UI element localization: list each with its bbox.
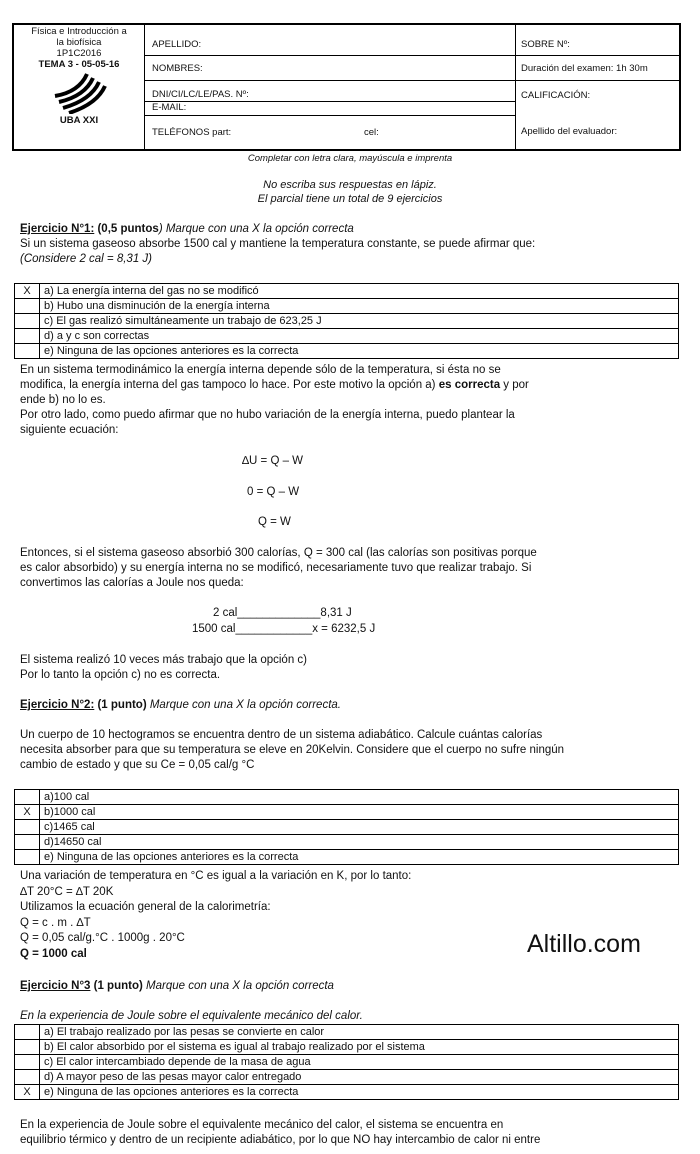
course-code: 1P1C2016 — [56, 48, 102, 59]
ex2-option-a[interactable]: a)100 cal — [15, 790, 679, 805]
ex2-solution: Una variación de temperatura en °C es igual a la variación en K, por lo tanto: ∆T 20°C = ∆T 20K Utilizamos la ecuación general de la calorimetría: Q = c . m . ∆T Q = 0,05 cal/g.°C . 1000g . 20°C Q = 1000 cal — [20, 870, 412, 960]
ex1-question: Si un sistema gaseoso absorbe 1500 cal y mantiene la temperatura constante, se puede afirmar que: — [20, 238, 536, 250]
student-fields — [144, 25, 516, 149]
instruction-fill: Completar con letra clara, mayúscula e imprenta — [247, 153, 453, 164]
ex1-option-e[interactable]: e) Ninguna de las opciones anteriores es la correcta — [15, 344, 679, 359]
ex3-option-c[interactable]: c) El calor intercambiado depende de la masa de agua — [15, 1055, 679, 1070]
instruction-pen: No escriba sus respuestas en lápiz. — [263, 179, 437, 191]
cel-label: cel: — [364, 127, 379, 138]
ex1-solution-2: Entonces, si el sistema gaseoso absorbió 300 calorías, Q = 300 cal (las calorías son positivas porque es calor absorbido) y su energía interna no se modificó, necesariamente tuvo que realizar trabajo. Si convertimos las calorías a Joule nos queda: — [20, 547, 537, 589]
ex2-question: Un cuerpo de 10 hectogramos se encuentra dentro de un sistema adiabático. Calcule cuántas calorías necesita absorber para que su temperatura se eleve en 20Kelvin. Considere que el cuerpo no sufre ningún cambio de estado y que su Ce = 0,05 cal/g °C — [20, 729, 565, 771]
apellido-label: APELLIDO: — [152, 39, 202, 50]
instruction-total: El parcial tiene un total de 9 ejercicios — [257, 193, 443, 205]
ex1-heading: Ejercicio N°1: (0,5 puntos) Marque con una X la opción correcta — [20, 223, 354, 235]
course-info — [14, 25, 145, 149]
ex1-eq-2: 0 = Q – W — [247, 486, 300, 498]
dni-label: DNI/CI/LC/LE/PAS. Nº: — [152, 89, 249, 100]
ex3-question: En la experiencia de Joule sobre el equivalente mecánico del calor. — [20, 1010, 363, 1022]
telefonos-label: TELÉFONOS part: — [152, 127, 232, 138]
ex1-eq-3: Q = W — [258, 516, 291, 528]
tema-date: TEMA 3 - 05-05-16 — [38, 59, 120, 70]
ex2-option-c[interactable]: c)1465 cal — [15, 820, 679, 835]
ex1-option-c[interactable]: c) El gas realizó simultáneamente un trabajo de 623,25 J — [15, 314, 679, 329]
ex2-option-d[interactable]: d)14650 cal — [15, 835, 679, 850]
ex2-option-b[interactable]: X b)1000 cal — [15, 805, 679, 820]
ex1-option-d[interactable]: d) a y c son correctas — [15, 329, 679, 344]
email-label: E-MAIL: — [152, 102, 187, 113]
ex3-options — [14, 1024, 679, 1100]
ex2-option-e[interactable]: e) Ninguna de las opciones anteriores es la correcta — [15, 850, 679, 865]
evaluador-label: Apellido del evaluador: — [521, 126, 618, 137]
ex1-options — [14, 283, 679, 359]
ex3-option-d[interactable]: d) A mayor peso de las pesas mayor calor entregado — [15, 1070, 679, 1085]
ex3-solution: En la experiencia de Joule sobre el equivalente mecánico del calor, el sistema se encuentra en equilibrio térmico y dentro de un recipiente adiabático, por lo que NO hay intercambio de calor ni entre — [20, 1119, 541, 1146]
ex1-note: (Considere 2 cal = 8,31 J) — [20, 253, 152, 265]
ex1-solution-3: El sistema realizó 10 veces más trabajo que la opción c) Por lo tanto la opción c) no es correcta. — [20, 654, 308, 681]
ex3-option-b[interactable]: b) El calor absorbido por el sistema es igual al trabajo realizado por el sistema — [15, 1040, 679, 1055]
ex3-option-e[interactable]: X e) Ninguna de las opciones anteriores es la correcta — [15, 1085, 679, 1100]
ex3-heading: Ejercicio N°3 (1 punto) Marque con una X la opción correcta — [20, 980, 334, 992]
ex1-option-a[interactable]: X a) La energía interna del gas no se modificó — [15, 284, 679, 299]
duracion-label: Duración del examen: 1h 30m — [521, 63, 648, 74]
ex1-eq-1: ∆U = Q – W — [242, 455, 304, 467]
ex3-option-a[interactable]: a) El trabajo realizado por las pesas se convierte en calor — [15, 1025, 679, 1040]
course-line1: Física e Introducción a — [31, 26, 127, 37]
ex2-heading: Ejercicio N°2: (1 punto) Marque con una X la opción correcta. — [20, 699, 341, 711]
watermark-text: Altillo.com — [527, 930, 641, 958]
ex1-option-b[interactable]: b) Hubo una disminución de la energía interna — [15, 299, 679, 314]
ex1-conversion-2: 1500 cal____________x = 6232,5 J — [192, 623, 376, 635]
uba-logo-icon — [49, 72, 109, 114]
calificacion-label: CALIFICACIÓN: — [521, 90, 591, 101]
nombres-label: NOMBRES: — [152, 63, 203, 74]
ex2-options — [14, 789, 679, 865]
exam-meta — [515, 25, 679, 149]
logo-text: UBA XXI — [59, 115, 99, 126]
ex1-solution-1: En un sistema termodinámico la energía interna depende sólo de la temperatura, si ésta no se modifica, la energía interna del gas tampoco lo hace. Por este motivo la opción a) es correcta y por ende b) no lo es. Por otro lado, como puedo afirmar que no hubo variación de la energía interna, puedo plantear la siguiente ecuación: — [20, 364, 529, 436]
ex1-conversion-1: 2 cal_____________8,31 J — [213, 607, 352, 619]
exam-header — [12, 23, 681, 151]
course-line2: la biofísica — [56, 37, 102, 48]
sobre-label: SOBRE Nº: — [521, 39, 570, 50]
